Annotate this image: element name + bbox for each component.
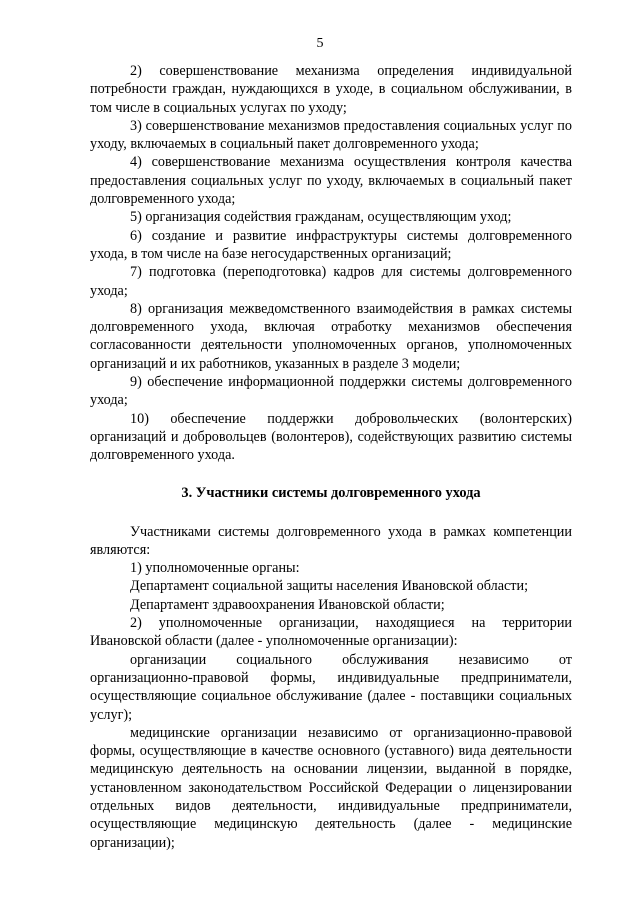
list-item-8: 8) организация межведомственного взаимодействия в рамках системы долговременного ухода, включая отработку механизмов обеспечения согласованности деятельности уполномоченных органов, уполномоченных организаций и их работников, указанных в разделе 3 модели; (90, 300, 572, 372)
page-number: 5 (316, 36, 324, 51)
participants-intro: Участниками системы долговременного ухода в рамках компетенции являются: (90, 523, 572, 558)
list-item-7: 7) подготовка (переподготовка) кадров для системы долговременного ухода; (90, 264, 572, 299)
list-item-4: 4) совершенствование механизма осуществления контроля качества предоставления социальных услуг по уходу, включаемых в социальный пакет долговременного ухода; (90, 154, 572, 208)
social-service-organizations: организации социального обслуживания независимо от организационно-правовой формы, индивидуальные предприниматели, осуществляющие социальное обслуживание (далее - поставщики социальных услуг); (90, 651, 572, 723)
department-healthcare: Департамент здравоохранения Ивановской области; (130, 596, 445, 613)
list-item-3: 3) совершенствование механизмов предоставления социальных услуг по уходу, включаемых в социальный пакет долговременного ухода; (90, 117, 572, 153)
section-heading: 3. Участники системы долговременного ухода (181, 484, 481, 501)
list-item-6: 6) создание и развитие инфраструктуры системы долговременного ухода, в том числе на базе негосударственных организаций; (90, 227, 572, 262)
document-body (90, 62, 572, 852)
list-item-9: 9) обеспечение информационной поддержки системы долговременного ухода; (90, 374, 572, 409)
list-item-2: 2) совершенствование механизма определения индивидуальной потребности граждан, нуждающихся в уходе, в социальном обслуживании, в том числе в социальных услугах по уходу; (90, 63, 572, 116)
department-social-protection: Департамент социальной защиты населения Ивановской области; (130, 578, 529, 595)
list-item-10: 10) обеспечение поддержки добровольческих (волонтерских) организаций и добровольцев (волонтеров), содействующих развитию системы долговременного ухода. (90, 410, 572, 464)
authorized-organizations-label: 2) уполномоченные организации, находящиеся на территории Ивановской области (далее - уполномоченные организации): (90, 615, 572, 650)
list-item-5: 5) организация содействия гражданам, осуществляющим уход; (130, 209, 512, 226)
medical-organizations: медицинские организации независимо от организационно-правовой формы, осуществляющие в качестве основного (уставного) вида деятельности медицинскую деятельность на основании лицензии, выданной в порядке, установленном законодательством Российской Федерации о лицензировании отдельных видов деятельности, индивидуальные предприниматели, осуществляющие медицинскую деятельность (далее - медицинские организации); (90, 724, 572, 851)
authorized-bodies-label: 1) уполномоченные органы: (130, 560, 300, 577)
